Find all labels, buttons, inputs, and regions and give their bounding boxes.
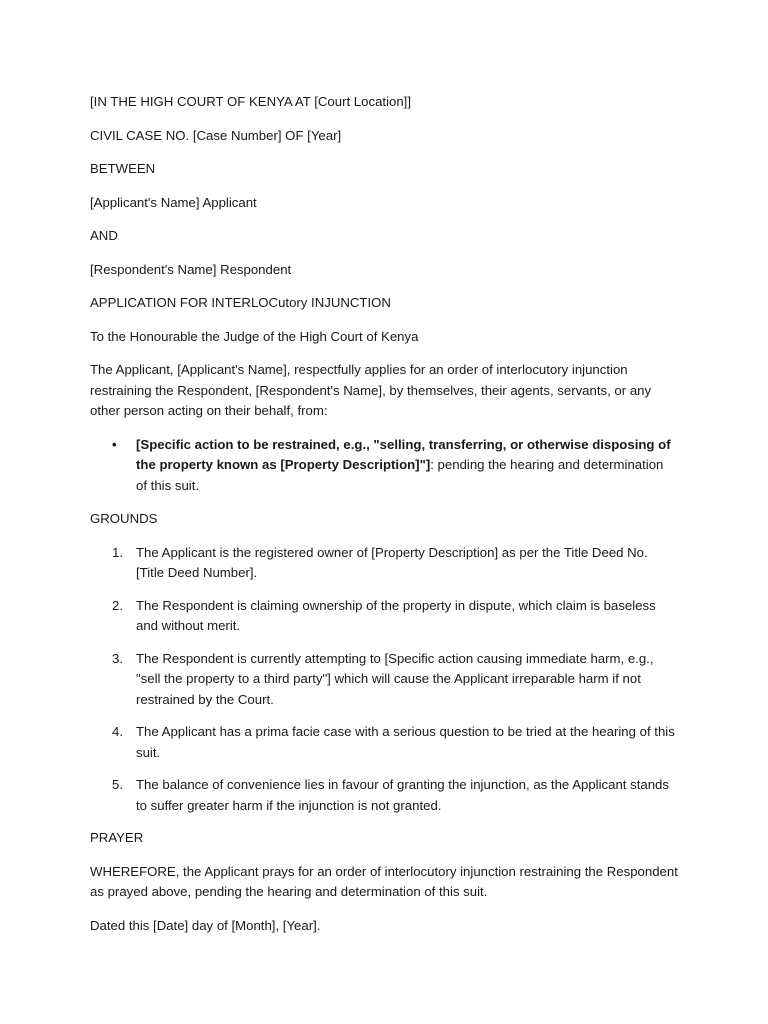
application-title: APPLICATION FOR INTERLOCutory INJUNCTION xyxy=(90,295,391,310)
ground-text: The Applicant has a prima facie case with a serious question to be tried at the hearing of this suit. xyxy=(136,724,675,760)
ground-number: 2. xyxy=(112,597,123,613)
case-number-line: CIVIL CASE NO. [Case Number] OF [Year] xyxy=(90,127,342,143)
ground-number: 3. xyxy=(112,650,123,666)
ground-text: The Respondent is currently attempting to [Specific action causing immediate harm, e.g., "sell the property to a third party"] which will cause the Applicant irreparable harm if not restrained by the Court. xyxy=(136,650,654,707)
restraint-item xyxy=(90,435,678,497)
applicant-line: [Applicant's Name] Applicant xyxy=(90,194,257,210)
ground-item xyxy=(90,722,678,763)
grounds-list xyxy=(90,543,678,817)
ground-text: The balance of convenience lies in favour of granting the injunction, as the Applicant stands to suffer greater harm if the injunction is not granted. xyxy=(136,777,669,813)
prayer-heading: PRAYER xyxy=(90,830,144,845)
ground-item xyxy=(90,596,678,637)
grounds-heading: GROUNDS xyxy=(90,511,158,526)
prayer-paragraph: WHEREFORE, the Applicant prays for an order of interlocutory injunction restraining the Respondent as prayed above, pending the hearing and determination of this suit. xyxy=(90,863,678,899)
restraint-bold-text: [Specific action to be restrained, e.g., "selling, transferring, or otherwise disposing of the property known as [Property Description]"] xyxy=(136,436,671,472)
ground-item xyxy=(90,649,678,711)
bullet-marker: • xyxy=(112,436,117,452)
ground-item xyxy=(90,543,678,584)
restraint-rest-text: : pending the hearing and determination of this suit. xyxy=(136,457,664,493)
dated-line: Dated this [Date] day of [Month], [Year]. xyxy=(90,917,321,933)
ground-number: 5. xyxy=(112,777,123,792)
restraint-list xyxy=(90,435,678,497)
addressee-line: To the Honourable the Judge of the High Court of Kenya xyxy=(90,328,419,344)
ground-text: The Respondent is claiming ownership of the property in dispute, which claim is baseless and without merit. xyxy=(136,597,656,633)
intro-paragraph: The Applicant, [Applicant's Name], respectfully applies for an order of interlocutory injunction restraining the Respondent, [Respondent's Name], by themselves, their agents, servants, or any other person acting on their behalf, from: xyxy=(90,362,652,418)
between-label: BETWEEN xyxy=(90,161,156,176)
court-line: [IN THE HIGH COURT OF KENYA AT [Court Location]] xyxy=(90,94,411,109)
ground-number: 4. xyxy=(112,724,123,739)
and-label: AND xyxy=(90,228,118,243)
ground-text: The Applicant is the registered owner of [Property Description] as per the Title Deed No. [Title Deed Number]. xyxy=(136,544,648,580)
respondent-line: [Respondent's Name] Respondent xyxy=(90,261,292,277)
ground-number: 1. xyxy=(112,544,123,560)
ground-item xyxy=(90,775,678,816)
